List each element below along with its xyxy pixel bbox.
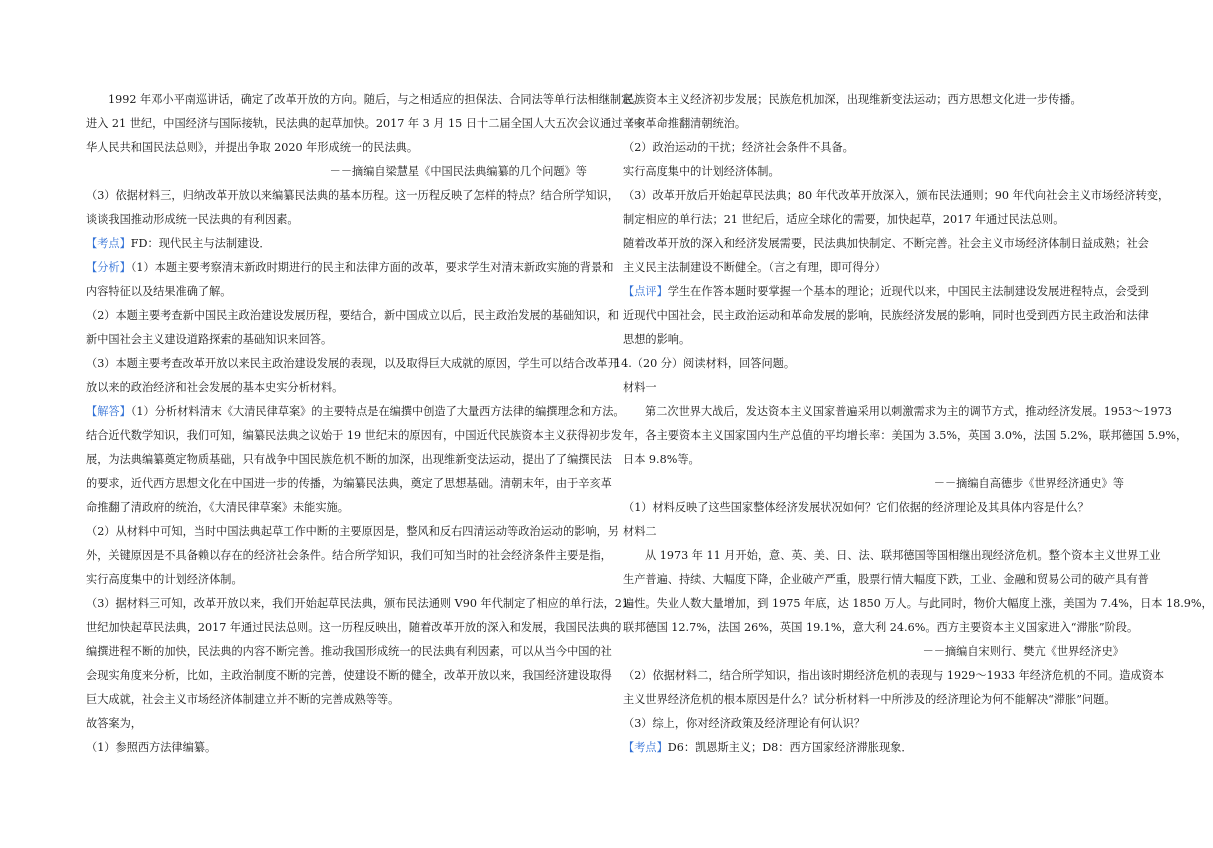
text-content: 学生在作答本题时要掌握一个基本的理论；近现代以来，中国民主法制建设发展进程特点，会受到 — [667, 285, 1149, 298]
section-tag: 【考点】 — [623, 741, 668, 754]
text-line — [623, 112, 1128, 136]
text-content: 编撰进程不断的加快，民法典的内容不断完善。推动我国形成统一的民法典有利因素，可以从当今中国的社 — [86, 645, 612, 658]
text-content: （1）材料反映了这些国家整体经济发展状况如何？它们依据的经济理论及其具体内容是什么？ — [623, 501, 1089, 514]
text-content: 实行高度集中的计划经济体制。 — [86, 573, 243, 586]
text-content: （3）据材料三可知，改革开放以来，我们开始起草民法典，颁布民法通则 V90 年代制定了相应的单行法，21 — [86, 597, 630, 610]
text-line — [86, 208, 591, 232]
text-line — [86, 184, 619, 208]
text-line — [623, 736, 1128, 760]
text-line — [86, 616, 622, 640]
text-line — [86, 712, 591, 736]
text-line — [86, 280, 591, 304]
text-content: 谈谈我国推动形成统一民法典的有利因素。 — [86, 213, 299, 226]
text-line — [623, 448, 1128, 472]
text-line — [623, 640, 1128, 664]
text-line — [86, 640, 612, 664]
text-line — [86, 160, 591, 184]
text-content: 外，关键原因是不具备赖以存在的经济社会条件。结合所学知识，我们可知当时的社会经济条件主要是指， — [86, 549, 612, 562]
text-content: 展，为法典编纂奠定物质基础，只有战争中国民族危机不断的加深，出现维新变法运动，提出了了编撰民法 — [86, 453, 612, 466]
text-line — [614, 352, 1128, 376]
text-line — [623, 496, 1128, 520]
text-content: 进入 21 世纪，中国经济与国际接轨，民法典的起草加快。2017 年 3 月 15 日十二届全国人大五次会议通过《中 — [86, 117, 645, 130]
text-content: 新中国社会主义建设道路探索的基础知识来回答。 — [86, 333, 333, 346]
text-line — [623, 688, 1128, 712]
text-line — [623, 472, 1128, 496]
text-line — [86, 448, 612, 472]
text-content: （2）从材料中可知，当时中国法典起草工作中断的主要原因是，整风和反右四清运动等政治运动的影响，另 — [86, 525, 619, 538]
text-content: 材料一 — [623, 381, 657, 394]
text-content: 放以来的政治经济和社会发展的基本史实分析材料。 — [86, 381, 344, 394]
text-content: （3）综上，你对经济政策及经济理论有何认识？ — [623, 717, 866, 730]
text-line — [623, 400, 1172, 424]
text-content: －－摘编自高德步《世界经济通史》等 — [933, 477, 1124, 490]
text-content: （2）依据材料二，结合所学知识，指出该时期经济危机的表现与 1929～1933 年经济危机的不同。造成资本 — [623, 669, 1165, 682]
text-content: 年，各主要资本主义国家国内生产总值的平均增长率：美国为 3.5%，英国 3.0%，法国 5.2%，联邦德国 5.9%， — [623, 429, 1188, 442]
text-content: 巨大成就，社会主义市场经济体制建立并不断的完善成熟等等。 — [86, 693, 400, 706]
text-content: －－摘编自宋则行、樊亢《世界经济史》 — [922, 645, 1124, 658]
text-line — [623, 568, 1149, 592]
section-tag: 【点评】 — [623, 285, 668, 298]
text-line — [623, 208, 1128, 232]
text-line — [86, 688, 591, 712]
text-line — [623, 136, 1128, 160]
text-content: 近现代中国社会，民主政治运动和革命发展的影响，民族经济发展的影响，同时也受到西方民主政治和法律 — [623, 309, 1149, 322]
text-content: 会现实角度来分析，比如，主政治制度不断的完善，使建设不断的健全，改革开放以来，我国经济建设取得 — [86, 669, 612, 682]
text-line — [86, 136, 591, 160]
text-content: FD：现代民主与法制建设． — [130, 237, 271, 250]
text-content: 联邦德国 12.7%，法国 26%，英国 19.1%，意大利 24.6%。西方主要资本主义国家进入“滞胀”阶段。 — [623, 621, 1139, 634]
text-line — [86, 376, 591, 400]
text-content: 生产普遍、持续、大幅度下降，企业破产严重，股票行情大幅度下跌，工业、金融和贸易公司的破产具有普 — [623, 573, 1149, 586]
text-line — [86, 400, 625, 424]
text-content: 1992 年邓小平南巡讲话，确定了改革开放的方向。随后，与之相适应的担保法、合同法等单行法相继制定。 — [108, 93, 644, 106]
text-line — [623, 160, 1128, 184]
text-content: 主义世界经济危机的根本原因是什么？试分析材料一中所涉及的经济理论为何不能解决“滞胀”问题。 — [623, 693, 1116, 706]
text-content: （1）分析材料清末《大清民律草案》的主要特点是在编撰中创造了大量西方法律的编撰理念和方法。 — [130, 405, 625, 418]
text-content: 世纪加快起草民法典，2017 年通过民法总则。这一历程反映出，随着改革开放的深入和发展，我国民法典的 — [86, 621, 622, 634]
text-content: 民族资本主义经济初步发展；民族危机加深，出现维新变法运动；西方思想文化进一步传播。 — [623, 93, 1082, 106]
section-tag: 【分析】 — [86, 261, 131, 274]
text-content: 制定相应的单行法；21 世纪后，适应全球化的需要，加快起草，2017 年通过民法总则。 — [623, 213, 1065, 226]
text-content: D6：凯恩斯主义；D8：西方国家经济滞胀现象． — [667, 741, 913, 754]
text-line — [86, 736, 591, 760]
text-line — [623, 520, 1128, 544]
text-content: －－摘编自梁慧星《中国民法典编纂的几个问题》等 — [329, 165, 587, 178]
text-line — [86, 112, 645, 136]
text-line — [623, 328, 1128, 352]
text-line — [86, 496, 591, 520]
text-line — [623, 664, 1165, 688]
text-content: 从 1973 年 11 月开始，意、英、美、日、法、联邦德国等国相继出现经济危机。整个资本主义世界工业 — [645, 549, 1161, 562]
text-line — [623, 424, 1188, 448]
text-line — [86, 472, 612, 496]
text-line — [86, 232, 591, 256]
text-content: （3）本题主要考查改革开放以来民主政治建设发展的表现，以及取得巨大成就的原因，学生可以结合改革开 — [86, 357, 619, 370]
text-line — [623, 280, 1149, 304]
text-content: （2）本题主要考查新中国民主政治建设发展历程，要结合，新中国成立以后，民主政治发展的基础知识，和 — [86, 309, 619, 322]
text-line — [623, 304, 1149, 328]
text-line — [86, 568, 591, 592]
text-line — [86, 328, 591, 352]
text-content: 实行高度集中的计划经济体制。 — [623, 165, 780, 178]
text-line — [86, 424, 622, 448]
text-content: 材料二 — [623, 525, 657, 538]
text-line — [623, 544, 1161, 568]
text-content: 随着改革开放的深入和经济发展需要，民法典加快制定、不断完善。社会主义市场经济体制日益成熟；社会 — [623, 237, 1149, 250]
text-content: （1）本题主要考察清末新政时期进行的民主和法律方面的改革，要求学生对清末新政实施的背景和 — [130, 261, 614, 274]
text-content: （2）政治运动的干扰；经济社会条件不具备。 — [623, 141, 854, 154]
text-content: 主义民主法制建设不断健全。（言之有理，即可得分） — [623, 261, 886, 274]
text-line — [86, 352, 619, 376]
right-column — [614, 88, 1213, 760]
text-line — [86, 592, 630, 616]
text-line — [86, 304, 619, 328]
text-line — [86, 520, 619, 544]
section-tag: 【考点】 — [86, 237, 131, 250]
text-content: 结合近代数学知识，我们可知，编纂民法典之议始于 19 世纪末的原因有，中国近代民族资本主义获得初步发 — [86, 429, 622, 442]
text-content: 思想的影响。 — [623, 333, 691, 346]
text-content: 第二次世界大战后，发达资本主义国家普遍采用以刺激需求为主的调节方式，推动经济发展。1953～1973 — [645, 405, 1172, 418]
text-content: （1）参照西方法律编纂。 — [86, 741, 217, 754]
text-line — [86, 88, 644, 112]
text-content: 华人民共和国民法总则》，并提出争取 2020 年形成统一的民法典。 — [86, 141, 419, 154]
text-line — [623, 184, 1170, 208]
text-line — [623, 232, 1149, 256]
text-content: 的要求，近代西方思想文化在中国进一步的传播，为编纂民法典，奠定了思想基础。清朝末年，由于辛亥革 — [86, 477, 612, 490]
text-line — [623, 616, 1139, 640]
text-content: 命推翻了清政府的统治，《大清民律草案》未能实施。 — [86, 501, 349, 514]
text-content: 日本 9.8%等。 — [623, 453, 700, 466]
text-content: 内容特征以及结果准确了解。 — [86, 285, 232, 298]
text-line — [623, 256, 1128, 280]
text-line — [86, 256, 614, 280]
text-content: （3）改革开放后开始起草民法典；80 年代改革开放深入，颁布民法通则；90 年代向社会主义市场经济转变， — [623, 189, 1170, 202]
text-content: 14.（20 分）阅读材料，回答问题。 — [614, 357, 796, 370]
text-line — [623, 376, 1128, 400]
section-tag: 【解答】 — [86, 405, 131, 418]
text-line — [86, 544, 612, 568]
text-content: 遍性。失业人数大量增加，到 1975 年底，达 1850 万人。与此同时，物价大幅度上涨，美国为 7.4%，日本 18.9%， — [623, 597, 1213, 610]
text-content: 辛亥革命推翻清朝统治。 — [623, 117, 747, 130]
text-line — [86, 664, 612, 688]
text-line — [623, 712, 1128, 736]
text-line — [623, 592, 1213, 616]
text-content: （3）依据材料三，归纳改革开放以来编纂民法典的基本历程。这一历程反映了怎样的特点？结合所学知识， — [86, 189, 619, 202]
text-content: 故答案为， — [86, 717, 142, 730]
text-line — [623, 88, 1128, 112]
